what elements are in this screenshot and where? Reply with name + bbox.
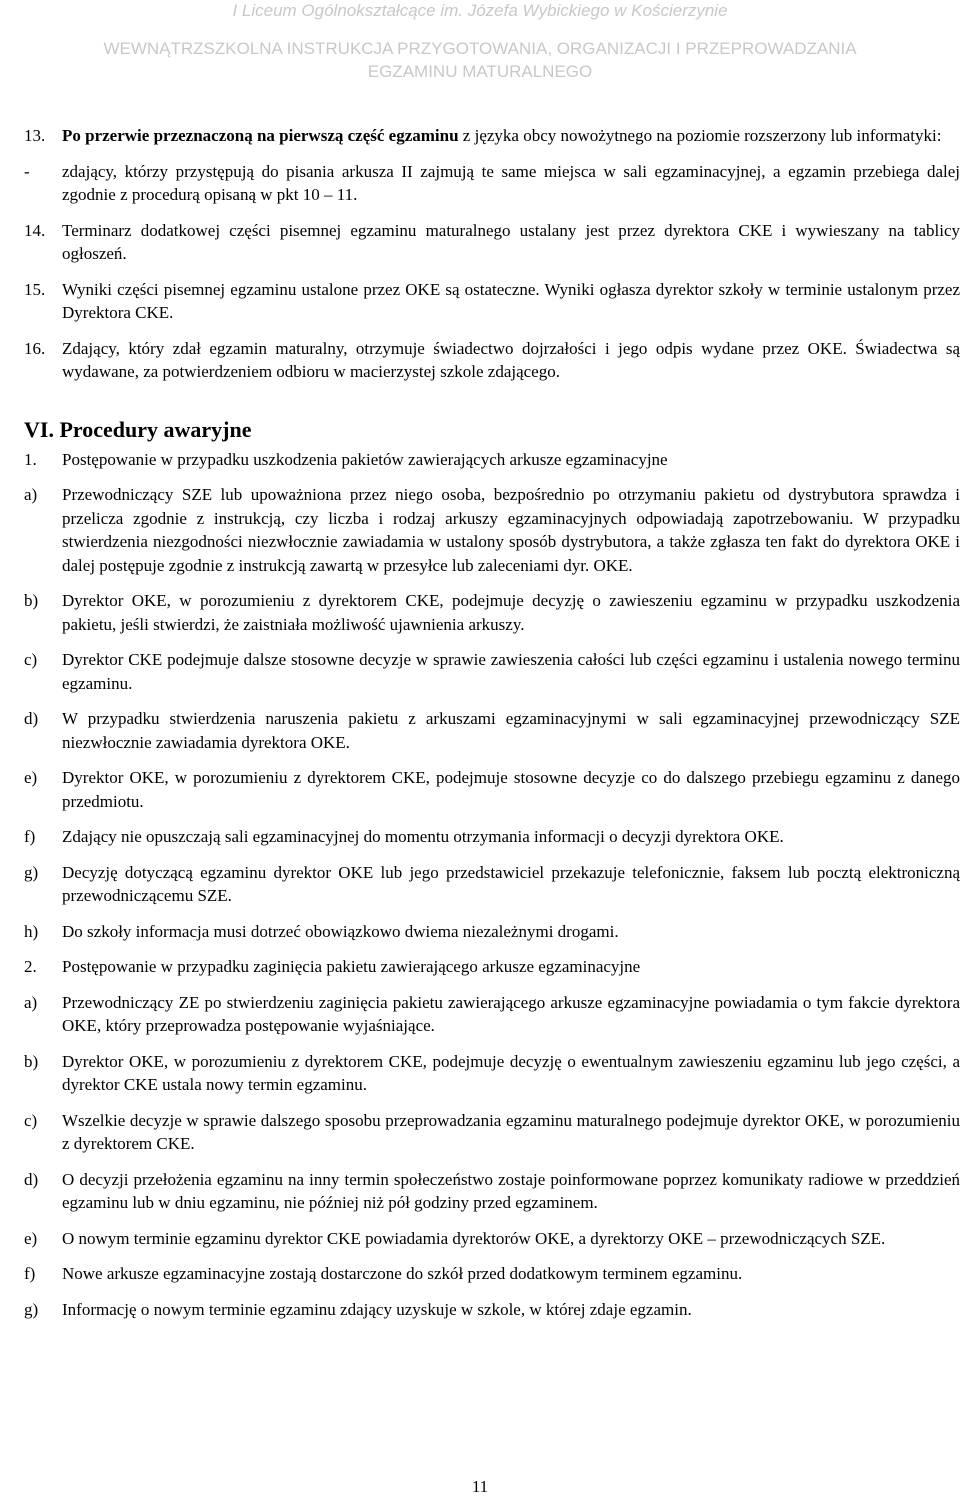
section-heading: VI. Procedury awaryjne [24,416,252,442]
item-text: Dyrektor OKE, w porozumieniu z dyrektorem CKE, podejmuje decyzję o ewentualnym zawieszeniu egzaminu lub jego części, a dyrektor CKE ustala nowy termin egzaminu. [62,1051,960,1094]
item-label: a) [24,992,38,1012]
item-text: Dyrektor OKE, w porozumieniu z dyrektorem CKE, podejmuje decyzję o zawieszeniu egzaminu w przypadku uszkodzenia pakietu, jeśli stwierdzi, że zaistniała możliwość ujawnienia arkuszy. [62,591,960,634]
list-item [24,1050,960,1097]
point-text [62,124,960,148]
list-item [24,1298,960,1322]
point-bullet: - [24,161,30,181]
list-item [24,483,960,577]
item-label: a) [24,485,38,504]
list-item [24,920,960,944]
item-label: d) [24,709,39,728]
header-title-line2: EGZAMINU MATURALNEGO [367,62,593,81]
item-text: Przewodniczący ZE po stwierdzeniu zaginięcia pakietu zawierającego arkusze egzaminacyjne powiadamia o tym fakcie dyrektora OKE, który przeprowadza postępowanie wyjaśniające. [62,992,960,1035]
point-text: Terminarz dodatkowej części pisemnej egzaminu maturalnego ustalany jest przez dyrektora CKE i wywieszany na tablicy ogłoszeń. [62,220,960,263]
subsection-1 [24,448,960,472]
item-text: O nowym terminie egzaminu dyrektor CKE powiadamia dyrektorów OKE, a dyrektorzy OKE – przewodniczących SZE. [62,1228,886,1248]
point-16 [24,337,960,384]
item-text: Przewodniczący SZE lub upoważniona przez niego osoba, bezpośrednio po otrzymaniu pakietu od dystrybutora sprawdza i przelicza zgodnie z instrukcją, czy liczba i rodzaj arkuszy egzaminacyjnych odpowiadają zapotrzebowaniu. W przypadku stwierdzenia niezgodności niezwłocznie zawiadamia w ustalony sposób dystrybutora, a także zgłasza ten fakt do dyrektora OKE i dalej postępuje zgodnie z instrukcją zawartą w przesyłce lub zaleceniami dyr. OKE. [62,485,960,575]
subsection-number: 1. [24,449,37,469]
point-text: zdający, którzy przystępują do pisania arkusza II zajmują te same miejsca w sali egzaminacyjnej, a egzamin przebiega dalej zgodnie z procedurą opisaną w pkt 10 – 11. [62,161,960,204]
point-bold-text: Po przerwie przeznaczoną na pierwszą część egzaminu [62,126,459,145]
item-text: Dyrektor CKE podejmuje dalsze stosowne decyzje w sprawie zawieszenia całości lub części egzaminu i ustalenia nowego terminu egzaminu. [62,650,960,693]
list-item [24,861,960,908]
item-text: Zdający nie opuszczają sali egzaminacyjnej do momentu otrzymania informacji o decyzji dyrektora OKE. [62,827,784,846]
item-label: b) [24,591,39,610]
point-number: 13. [24,126,46,145]
point-text: Zdający, który zdał egzamin maturalny, otrzymuje świadectwo dojrzałości i jego odpis wydane przez OKE. Świadectwa są wydawane, za potwierdzeniem odbioru w macierzystej szkole zdającego. [62,338,960,381]
point-number: 15. [24,279,46,299]
point-dash [24,160,960,207]
item-label: c) [24,650,38,669]
item-label: g) [24,1299,39,1319]
item-label: e) [24,768,38,787]
item-text: Nowe arkusze egzaminacyjne zostają dostarczone do szkół przed dodatkowym terminem egzaminu. [62,1264,743,1283]
header-title-line1: WEWNĄTRZSZKOLNA INSTRUKCJA PRZYGOTOWANIA, ORGANIZACJI I PRZEPROWADZANIA [103,39,857,58]
list-item [24,825,960,849]
item-text: O decyzji przełożenia egzaminu na inny termin społeczeństwo zostaje poinformowane poprzez komunikaty radiowe w przeddzień egzaminu lub w dniu egzaminu, nie później niż pół godziny przed egzaminem. [62,1169,960,1212]
subsection-2 [24,955,960,979]
point-14 [24,219,960,266]
item-text: Informację o nowym terminie egzaminu zdający uzyskuje w szkole, w której zdaje egzamin. [62,1299,692,1319]
point-rest-text: z języka obcy nowożytnego na poziomie rozszerzony lub informatyki: [458,126,942,145]
list-item [24,589,960,636]
item-text: Decyzję dotyczącą egzaminu dyrektor OKE lub jego przedstawiciel przekazuje telefonicznie, faksem lub pocztą elektroniczną przewodniczącemu SZE. [62,862,960,905]
item-text: Dyrektor OKE, w porozumieniu z dyrektorem CKE, podejmuje stosowne decyzje co do dalszego przebiegu egzaminu z danego przedmiotu. [62,768,960,811]
list-item [24,1262,960,1286]
list-item [24,648,960,695]
document-body [24,124,960,1321]
page-number: 11 [471,1477,489,1496]
list-item [24,766,960,813]
subsection-title: Postępowanie w przypadku zaginięcia pakietu zawierającego arkusze egzaminacyjne [62,957,641,976]
list-item [24,1227,960,1251]
list-item [24,1168,960,1215]
item-text: Do szkoły informacja musi dotrzeć obowiązkowo dwiema niezależnymi drogami. [62,921,619,941]
item-text: Wszelkie decyzje w sprawie dalszego sposobu przeprowadzania egzaminu maturalnego podejmuje dyrektor OKE, w porozumieniu z dyrektorem CKE. [62,1110,960,1153]
item-label: c) [24,1110,38,1130]
point-15 [24,278,960,325]
point-text: Wyniki części pisemnej egzaminu ustalone przez OKE są ostateczne. Wyniki ogłasza dyrektor szkoły w terminie ustalonym przez Dyrektora CKE. [62,279,960,322]
item-label: h) [24,921,39,941]
item-label: d) [24,1169,39,1189]
point-13 [24,124,960,148]
item-label: f) [24,827,36,846]
item-label: e) [24,1228,38,1248]
list-item [24,1109,960,1156]
header-school-name: I Liceum Ogólnokształcące im. Józefa Wybickiego w Kościerzynie [232,1,728,20]
point-number: 14. [24,220,46,240]
list-item [24,991,960,1038]
subsection-title: Postępowanie w przypadku uszkodzenia pakietów zawierających arkusze egzaminacyjne [62,449,668,469]
list-item [24,707,960,754]
subsection-number: 2. [24,957,37,976]
item-label: b) [24,1051,39,1071]
item-label: g) [24,862,39,882]
point-number: 16. [24,338,46,358]
item-text: W przypadku stwierdzenia naruszenia pakietu z arkuszami egzaminacyjnymi w sali egzaminacyjnej przewodniczący SZE niezwłocznie zawiadamia dyrektora OKE. [62,709,960,752]
item-label: f) [24,1264,36,1283]
